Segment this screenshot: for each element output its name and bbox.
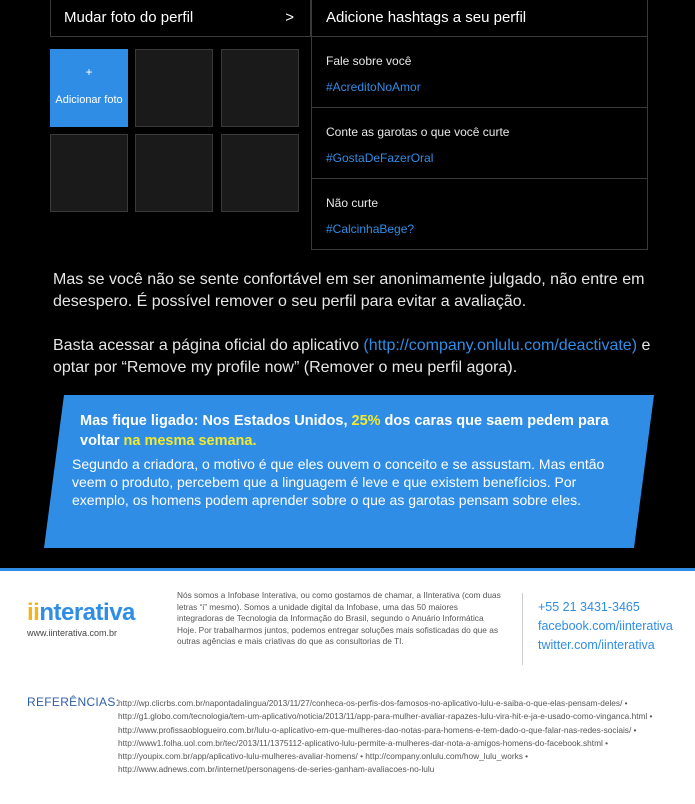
paragraph-text: e optar por “Remove my profile now” (Remover o meu perfil agora). bbox=[53, 337, 651, 376]
change-photo-header[interactable] bbox=[50, 0, 311, 37]
twitter-link[interactable]: twitter.com/iinterativa bbox=[538, 638, 655, 652]
chevron-right-icon[interactable]: > bbox=[285, 9, 294, 26]
photo-slot[interactable] bbox=[135, 49, 213, 127]
deactivate-link[interactable]: (http://company.onlulu.com/deactivate) bbox=[363, 337, 638, 354]
callout-highlight: 25% bbox=[351, 413, 381, 429]
plus-icon: + bbox=[85, 65, 93, 79]
phone-number[interactable]: +55 21 3431-3465 bbox=[538, 600, 640, 614]
callout-title-text: dos caras que saem pedem para voltar bbox=[80, 413, 609, 449]
divider bbox=[522, 593, 523, 665]
photo-slot[interactable] bbox=[221, 49, 299, 127]
hashtag-row[interactable] bbox=[312, 37, 647, 108]
hashtag-question: Fale sobre você bbox=[326, 54, 412, 68]
callout-body: Segundo a criadora, o motivo é que eles ouvem o conceito e se assustam. Mas então veem o produto, percebem que a linguagem é leve e que existem benefícios. Por exemplo, os homens podem aprender sobre o que as garotas pensam sobre eles. bbox=[72, 456, 605, 508]
callout-content bbox=[72, 411, 632, 509]
facebook-link[interactable]: facebook.com/iinterativa bbox=[538, 619, 673, 633]
photo-slot[interactable] bbox=[221, 134, 299, 212]
hashtag-value[interactable]: #CalcinhaBege? bbox=[326, 222, 415, 236]
callout-title bbox=[72, 411, 632, 451]
hashtag-panel bbox=[311, 0, 648, 250]
logo-url[interactable]: www.iinterativa.com.br bbox=[27, 628, 118, 638]
references-list: http://wp.clicrbs.com.br/napontadalingua/2013/11/27/conheca-os-perfis-dos-famosos-no-aplicativo-lulu-e-saiba-o-que-elas-pensam-deles/ • http://g1.globo.com/tecnologia/tem-um-aplicativo/noticia/2013/11/app-para-mulher-avaliar-rapazes-lulu-vira-hit-e-ja-e-usado-como-vinganca.html • http://www.profissaoblogueiro.com.br/lulu-o-aplicativo-em-que-mulheres-dao-notas-para-homens-e-tem-dado-o-que-falar-nas-redes-sociais/ • http://www1.folha.uol.com.br/tec/2013/11/1375112-aplicativo-lulu-permite-a-mulheres-dar-nota-a-amigos-homens-do-facebook.shtml • http://youpix.com.br/app/aplicativo-lulu-mulheres-avaliar-homens/ • http://company.onlulu.com/how_lulu_works • http://www.adnews.com.br/internet/personagens-de-series-ganham-avaliacoes-no-lulu bbox=[118, 698, 653, 775]
contacts bbox=[538, 598, 673, 655]
about-text: Nós somos a Infobase Interativa, ou como gostamos de chamar, a IInterativa (com duas letras “i” mesmo). Somos a unidade digital da Infobase, uma das 50 maiores integradoras de Tecnologia da Informação do Brasil, segundo o Anuário Informática Hoje. Por trabalharmos juntos, podemos entregar soluções mais sofisticadas do que as outras agências e mais criativas do que as consultorias de TI. bbox=[177, 590, 501, 647]
hashtag-row[interactable] bbox=[312, 179, 647, 250]
hashtag-header: Adicione hashtags a seu perfil bbox=[312, 0, 647, 37]
article-paragraph bbox=[53, 335, 663, 379]
add-photo-button[interactable] bbox=[50, 49, 128, 127]
photo-slot[interactable] bbox=[135, 134, 213, 212]
hashtag-question: Conte as garotas o que você curte bbox=[326, 125, 510, 139]
callout-title-text: Mas fique ligado: Nos Estados Unidos, bbox=[80, 413, 352, 429]
hashtag-question: Não curte bbox=[326, 196, 379, 210]
photo-panel bbox=[50, 0, 311, 250]
footer bbox=[0, 568, 695, 804]
photo-slot[interactable] bbox=[50, 134, 128, 212]
add-photo-label: Adicionar foto bbox=[55, 94, 123, 106]
hashtag-value[interactable]: #AcreditoNoAmor bbox=[326, 80, 421, 94]
logo-wordmark bbox=[27, 599, 135, 627]
change-photo-label: Mudar foto do perfil bbox=[64, 9, 194, 26]
callout-highlight: na mesma semana. bbox=[123, 433, 257, 449]
references-label: REFERÊNCIAS: bbox=[27, 695, 120, 709]
paragraph-text: Basta acessar a página oficial do aplicativo bbox=[53, 337, 364, 354]
hashtag-row[interactable] bbox=[312, 108, 647, 179]
iinterativa-logo[interactable] bbox=[27, 599, 135, 638]
logo-prefix: ii bbox=[27, 599, 40, 626]
logo-text: nterativa bbox=[39, 599, 135, 626]
hashtag-value[interactable]: #GostaDeFazerOral bbox=[326, 151, 434, 165]
article-paragraph: Mas se você não se sente confortável em ser anonimamente julgado, não entre em desespero. É possível remover o seu perfil para evitar a avaliação. bbox=[53, 271, 645, 310]
